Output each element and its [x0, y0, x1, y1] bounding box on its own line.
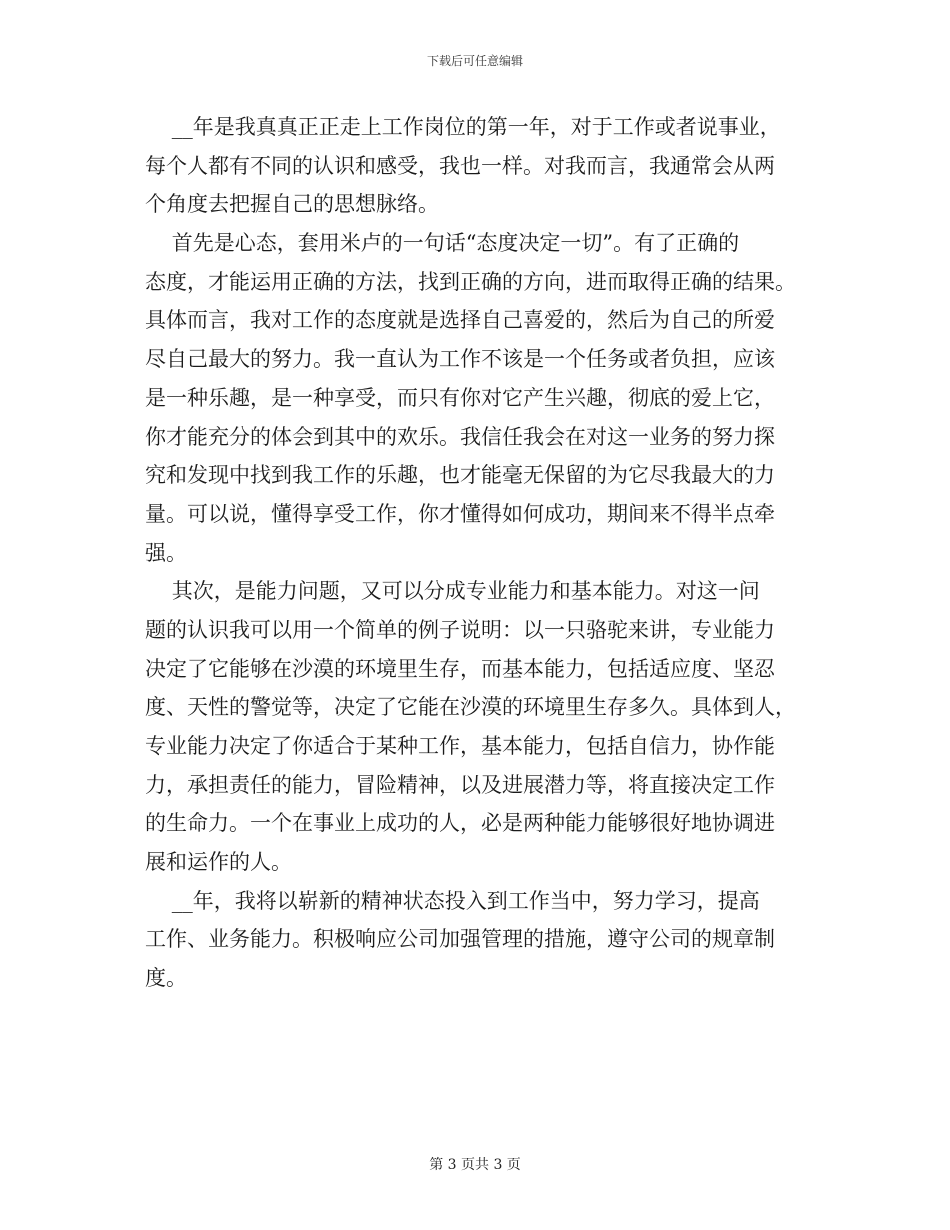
document-body: [145, 108, 805, 998]
text-line: 度、天性的警觉等，决定了它能在沙漠的环境里生存多久。具体到人，: [145, 695, 796, 720]
text-line: 首先是心态，套用米卢的一句话“态度决定一切”。有了正确的: [145, 231, 740, 256]
text-line: 专业能力决定了你适合于某种工作，基本能力，包括自信力，协作能: [145, 734, 775, 758]
text-line: 态度，才能运用正确的方法，找到正确的方向，进而取得正确的结果。: [145, 269, 796, 294]
page-header: 下载后可任意编辑: [426, 54, 523, 68]
text-line: 量。可以说，懂得享受工作，你才懂得如何成功，期间来不得半点牵: [145, 501, 775, 526]
text-line: 是一种乐趣，是一种享受，而只有你对它产生兴趣，彻底的爱上它，: [145, 385, 775, 410]
text-line: 究和发现中找到我工作的乐趣，也才能毫无保留的为它尽我最大的力: [145, 463, 775, 488]
text-line: 具体而言，我对工作的态度就是选择自己喜爱的，然后为自己的所爱: [145, 308, 775, 333]
text-line: 工作、业务能力。积极响应公司加强管理的措施，遵守公司的规章制: [145, 927, 775, 952]
page-footer: 第 3 页共 3 页: [429, 1157, 521, 1173]
text-line: __年是我真真正正走上工作岗位的第一年，对于工作或者说事业，: [145, 115, 781, 139]
text-line: 决定了它能够在沙漠的环境里生存，而基本能力，包括适应度、坚忍: [145, 656, 775, 681]
text-line: 的生命力。一个在事业上成功的人，必是两种能力能够很好地协调进: [145, 811, 775, 836]
text-line: 个角度去把握自己的思想脉络。: [145, 192, 439, 217]
text-line: 你才能充分的体会到其中的欢乐。我信任我会在对这一业务的努力探: [145, 424, 775, 449]
text-line: 题的认识我可以用一个简单的例子说明：以一只骆驼来讲，专业能力: [145, 617, 775, 642]
text-line: 每个人都有不同的认识和感受，我也一样。对我而言，我通常会从两: [145, 153, 775, 178]
text-line: 力，承担责任的能力，冒险精神，以及进展潜力等，将直接决定工作: [145, 772, 775, 797]
text-line: 展和运作的人。: [145, 850, 292, 875]
text-line: __年，我将以崭新的精神状态投入到工作当中，努力学习，提高: [145, 888, 760, 913]
text-line: 尽自己最大的努力。我一直认为工作不该是一个任务或者负担，应该: [145, 347, 775, 372]
text-line: 其次，是能力问题，又可以分成专业能力和基本能力。对这一问: [145, 579, 760, 604]
text-line: 度。: [145, 966, 187, 991]
text-line: 强。: [145, 540, 187, 565]
